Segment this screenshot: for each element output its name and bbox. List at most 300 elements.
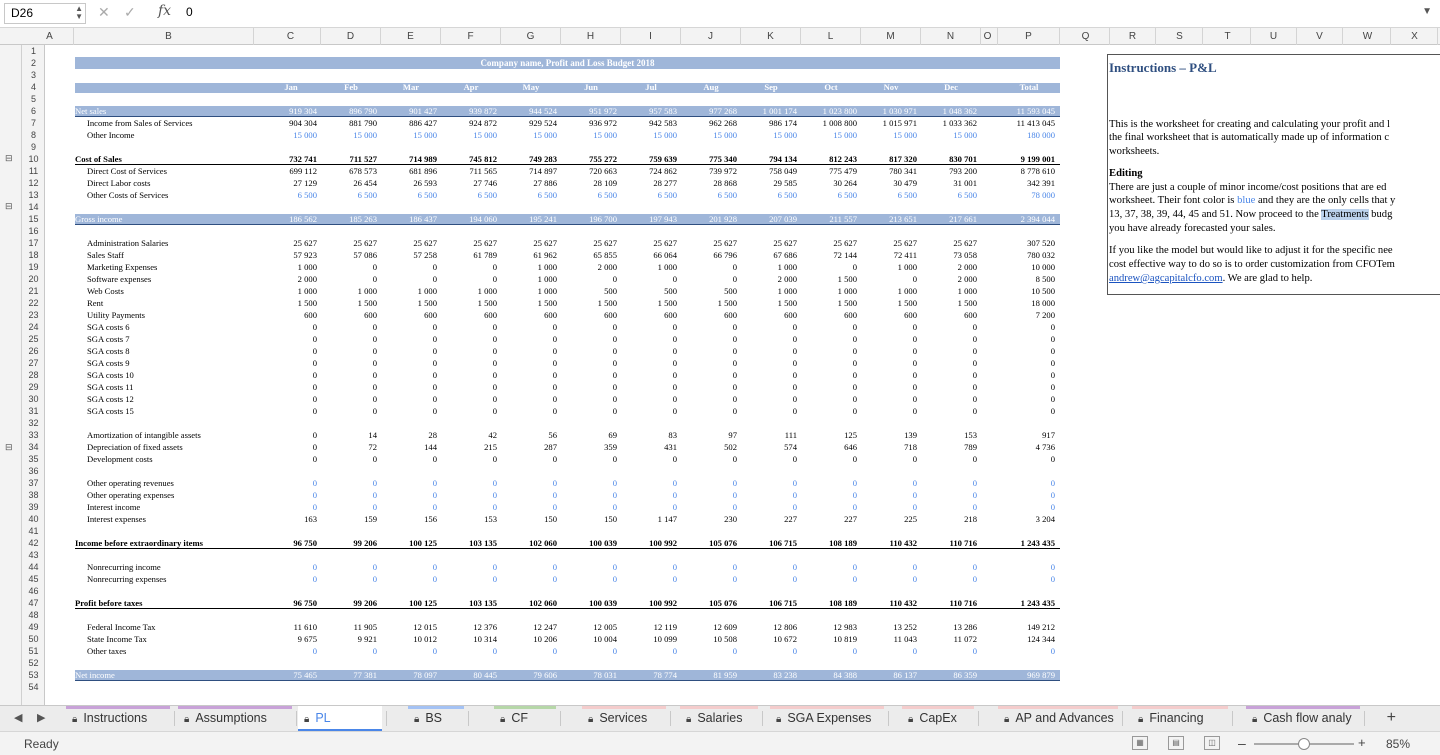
formula-input[interactable]: 0 <box>186 5 193 19</box>
cell-value[interactable]: 0 <box>912 406 917 416</box>
row-header[interactable]: 21 <box>28 286 39 296</box>
cell-value[interactable]: 108 189 <box>829 598 857 608</box>
row-header[interactable]: 24 <box>28 322 39 332</box>
row-header[interactable]: 33 <box>28 430 39 440</box>
cell-value[interactable]: 12 983 <box>833 622 857 632</box>
tab-services[interactable] <box>582 706 666 731</box>
row-label[interactable]: Interest income <box>87 502 141 512</box>
cell-value[interactable]: 186 562 <box>289 214 317 224</box>
outline-toggle-icon[interactable]: ⊟ <box>5 442 13 452</box>
cell-value[interactable]: 124 344 <box>1027 634 1055 644</box>
cell-value[interactable]: 962 268 <box>709 118 737 128</box>
cell-value[interactable]: 31 001 <box>953 178 977 188</box>
row-label[interactable]: Net sales <box>75 106 107 116</box>
cell-value[interactable]: 100 992 <box>649 598 677 608</box>
cell-value[interactable]: 15 000 <box>413 130 437 140</box>
cell-value[interactable]: 102 060 <box>529 598 557 608</box>
tab-assumptions[interactable] <box>178 706 292 731</box>
cell-value[interactable]: 711 527 <box>349 154 377 164</box>
cell-value[interactable]: 0 <box>672 394 677 404</box>
cell-value[interactable]: 2 000 <box>777 274 797 284</box>
cell-value[interactable]: 26 454 <box>353 178 377 188</box>
cell-value[interactable]: 0 <box>732 322 737 332</box>
cell-value[interactable]: 0 <box>912 646 917 656</box>
cell-value[interactable]: 10 314 <box>473 634 497 644</box>
cell-value[interactable]: 0 <box>672 358 677 368</box>
cell-value[interactable]: 739 972 <box>709 166 737 176</box>
row-label[interactable]: SGA costs 9 <box>87 358 130 368</box>
cell-value[interactable]: 0 <box>1050 358 1055 368</box>
cell-value[interactable]: 830 701 <box>949 154 977 164</box>
cell-value[interactable]: 0 <box>792 370 797 380</box>
cell-value[interactable]: 102 060 <box>529 538 557 548</box>
cell-value[interactable]: 227 <box>784 514 797 524</box>
cell-value[interactable]: 10 000 <box>1031 262 1055 272</box>
cell-value[interactable]: 794 134 <box>769 154 797 164</box>
row-header[interactable]: 6 <box>30 106 36 116</box>
cell-value[interactable]: 86 137 <box>893 670 917 680</box>
cell-value[interactable]: 2 000 <box>957 274 977 284</box>
cell-value[interactable]: 0 <box>612 478 617 488</box>
cell-value[interactable]: 718 <box>904 442 917 452</box>
tab-cash-flow-analy[interactable] <box>1246 706 1360 731</box>
cell-value[interactable]: 0 <box>492 490 497 500</box>
tab-capex[interactable] <box>902 706 974 731</box>
chevron-down-icon[interactable]: ▼ <box>1422 6 1432 17</box>
cell-value[interactable]: 15 000 <box>713 130 737 140</box>
cell-value[interactable]: 0 <box>552 478 557 488</box>
row-header[interactable]: 37 <box>28 478 39 488</box>
cell-value[interactable]: 500 <box>724 286 737 296</box>
row-header[interactable]: 18 <box>28 250 39 260</box>
cell-value[interactable]: 812 243 <box>829 154 857 164</box>
row-header[interactable]: 23 <box>28 310 39 320</box>
cell-value[interactable]: 0 <box>372 394 377 404</box>
cell-value[interactable]: 0 <box>312 406 317 416</box>
cell-value[interactable]: 0 <box>312 394 317 404</box>
row-label[interactable]: Other Costs of Services <box>87 190 169 200</box>
row-header[interactable]: 50 <box>28 634 39 644</box>
cell-value[interactable]: 9 921 <box>357 634 377 644</box>
cell-value[interactable]: 0 <box>912 322 917 332</box>
cell-value[interactable]: 0 <box>852 406 857 416</box>
row-header[interactable]: 26 <box>28 346 39 356</box>
cell-value[interactable]: 0 <box>372 406 377 416</box>
tab-sga-expenses[interactable] <box>770 706 884 731</box>
cell-value[interactable]: 0 <box>972 502 977 512</box>
cell-value[interactable]: 0 <box>1050 646 1055 656</box>
row-label[interactable]: Direct Cost of Services <box>87 166 167 176</box>
cell-value[interactable]: 0 <box>612 454 617 464</box>
cell-value[interactable]: 0 <box>732 478 737 488</box>
cell-value[interactable]: 287 <box>544 442 557 452</box>
row-header[interactable]: 31 <box>28 406 39 416</box>
cell-value[interactable]: 197 943 <box>649 214 677 224</box>
cell-value[interactable]: 0 <box>1050 454 1055 464</box>
cell-value[interactable]: 0 <box>1050 394 1055 404</box>
outline-toggle-icon[interactable]: ⊟ <box>5 201 13 211</box>
cell-value[interactable]: 0 <box>552 454 557 464</box>
cell-value[interactable]: 180 000 <box>1027 130 1055 140</box>
cell-value[interactable]: 0 <box>612 562 617 572</box>
cell-value[interactable]: 944 524 <box>529 106 557 116</box>
cell-value[interactable]: 78 031 <box>593 670 617 680</box>
cell-value[interactable]: 0 <box>1050 334 1055 344</box>
tab-cf[interactable] <box>494 706 556 731</box>
cell-value[interactable]: 11 072 <box>953 634 977 644</box>
cell-value[interactable]: 25 627 <box>773 238 797 248</box>
tab-ap-and-advances[interactable] <box>998 706 1118 731</box>
cell-value[interactable]: 969 879 <box>1027 670 1055 680</box>
row-label[interactable]: Web Costs <box>87 286 124 296</box>
cell-value[interactable]: 11 593 045 <box>1016 106 1055 116</box>
cell-value[interactable]: 0 <box>312 574 317 584</box>
row-label[interactable]: Cost of Sales <box>75 154 122 164</box>
row-label[interactable]: SGA costs 10 <box>87 370 134 380</box>
cell-value[interactable]: 681 896 <box>409 166 437 176</box>
cell-value[interactable]: 25 627 <box>353 238 377 248</box>
cell-value[interactable]: 0 <box>492 478 497 488</box>
cell-value[interactable]: 73 058 <box>953 250 977 260</box>
cell-value[interactable]: 9 675 <box>297 634 317 644</box>
cell-value[interactable]: 0 <box>732 262 737 272</box>
cell-value[interactable]: 775 340 <box>709 154 737 164</box>
cell-value[interactable]: 745 812 <box>469 154 497 164</box>
cell-value[interactable]: 25 627 <box>893 238 917 248</box>
cell-value[interactable]: 0 <box>732 502 737 512</box>
row-label[interactable]: SGA costs 8 <box>87 346 130 356</box>
cell-value[interactable]: 896 790 <box>349 106 377 116</box>
cell-value[interactable]: 775 479 <box>829 166 857 176</box>
cell-value[interactable]: 0 <box>972 394 977 404</box>
cell-value[interactable]: 144 <box>424 442 437 452</box>
row-header[interactable]: 22 <box>28 298 39 308</box>
row-header[interactable]: 28 <box>28 370 39 380</box>
cell-value[interactable]: 0 <box>972 574 977 584</box>
row-header[interactable]: 44 <box>28 562 39 572</box>
cell-value[interactable]: 15 000 <box>473 130 497 140</box>
cell-value[interactable]: 29 585 <box>773 178 797 188</box>
cell-value[interactable]: 81 959 <box>713 670 737 680</box>
cell-value[interactable]: 678 573 <box>349 166 377 176</box>
cell-value[interactable]: 0 <box>1050 322 1055 332</box>
cell-value[interactable]: 10 819 <box>833 634 857 644</box>
cell-value[interactable]: 153 <box>484 514 497 524</box>
cell-value[interactable]: 0 <box>792 562 797 572</box>
row-header[interactable]: 12 <box>28 178 39 188</box>
cell-value[interactable]: 105 076 <box>709 538 737 548</box>
prev-sheet-icon[interactable]: ◀ <box>14 712 23 724</box>
column-header-j[interactable]: J <box>681 28 741 45</box>
cell-value[interactable]: 25 627 <box>653 238 677 248</box>
row-label[interactable]: Amortization of intangible assets <box>87 430 201 440</box>
cell-value[interactable]: 110 432 <box>889 598 917 608</box>
cell-value[interactable]: 26 593 <box>413 178 437 188</box>
cell-value[interactable]: 0 <box>492 370 497 380</box>
cell-value[interactable]: 986 174 <box>769 118 797 128</box>
row-label[interactable]: Nonrecurring expenses <box>87 574 167 584</box>
tab-financing[interactable] <box>1132 706 1228 731</box>
cell-value[interactable]: 600 <box>724 310 737 320</box>
cell-value[interactable]: 230 <box>724 514 737 524</box>
row-header[interactable]: 45 <box>28 574 39 584</box>
cell-value[interactable]: 0 <box>972 562 977 572</box>
cell-value[interactable]: 0 <box>312 646 317 656</box>
column-header-g[interactable]: G <box>501 28 561 45</box>
tab-salaries[interactable] <box>680 706 758 731</box>
cell-value[interactable]: 1 000 <box>897 286 917 296</box>
row-label[interactable]: Gross income <box>75 214 123 224</box>
cell-value[interactable]: 0 <box>552 562 557 572</box>
cell-value[interactable]: 0 <box>672 502 677 512</box>
cell-value[interactable]: 919 304 <box>289 106 317 116</box>
cell-value[interactable]: 936 972 <box>589 118 617 128</box>
column-header-t[interactable]: T <box>1205 28 1251 45</box>
cell-value[interactable]: 929 524 <box>529 118 557 128</box>
cell-value[interactable]: 1 000 <box>777 286 797 296</box>
cell-value[interactable]: 83 <box>668 430 677 440</box>
cell-value[interactable]: 0 <box>912 346 917 356</box>
cell-value[interactable]: 196 700 <box>589 214 617 224</box>
cell-value[interactable]: 78 774 <box>653 670 677 680</box>
cell-value[interactable]: 10 099 <box>653 634 677 644</box>
row-label[interactable]: Federal Income Tax <box>87 622 156 632</box>
cell-value[interactable]: 0 <box>852 502 857 512</box>
cell-value[interactable]: 11 043 <box>893 634 917 644</box>
cell-value[interactable]: 1 000 <box>957 286 977 296</box>
cell-value[interactable]: 30 479 <box>893 178 917 188</box>
row-header[interactable]: 29 <box>28 382 39 392</box>
cell-value[interactable]: 0 <box>852 262 857 272</box>
cell-value[interactable]: 0 <box>372 370 377 380</box>
cell-value[interactable]: 600 <box>304 310 317 320</box>
column-header-o[interactable]: O <box>978 28 998 45</box>
row-header[interactable]: 46 <box>28 586 39 596</box>
cell-value[interactable]: 0 <box>552 346 557 356</box>
cell-value[interactable]: 28 277 <box>653 178 677 188</box>
cell-value[interactable]: 758 049 <box>769 166 797 176</box>
row-header[interactable]: 52 <box>28 658 39 668</box>
column-header-b[interactable]: B <box>84 28 254 45</box>
cell-value[interactable]: 502 <box>724 442 737 452</box>
row-label[interactable]: Development costs <box>87 454 153 464</box>
cell-value[interactable]: 11 905 <box>353 622 377 632</box>
cell-value[interactable]: 28 <box>428 430 437 440</box>
column-header-w[interactable]: W <box>1345 28 1391 45</box>
row-label[interactable]: Profit before taxes <box>75 598 143 608</box>
cell-value[interactable]: 0 <box>792 478 797 488</box>
cell-value[interactable]: 977 268 <box>709 106 737 116</box>
cell-value[interactable]: 6 500 <box>357 190 377 200</box>
cell-value[interactable]: 0 <box>612 502 617 512</box>
cell-value[interactable]: 103 135 <box>469 598 497 608</box>
cell-value[interactable]: 0 <box>312 478 317 488</box>
normal-view-icon[interactable]: ▦ <box>1132 736 1148 750</box>
cell-value[interactable]: 0 <box>792 322 797 332</box>
cell-value[interactable]: 57 258 <box>413 250 437 260</box>
cell-value[interactable]: 0 <box>612 334 617 344</box>
cell-value[interactable]: 1 000 <box>897 262 917 272</box>
cell-value[interactable]: 0 <box>732 274 737 284</box>
cell-value[interactable]: 0 <box>672 646 677 656</box>
cell-value[interactable]: 714 897 <box>529 166 557 176</box>
cell-value[interactable]: 720 663 <box>589 166 617 176</box>
cell-value[interactable]: 0 <box>432 646 437 656</box>
cell-value[interactable]: 110 716 <box>949 598 977 608</box>
cell-value[interactable]: 1 033 362 <box>942 118 977 128</box>
column-header-n[interactable]: N <box>921 28 981 45</box>
cell-value[interactable]: 11 413 045 <box>1016 118 1055 128</box>
cell-value[interactable]: 0 <box>552 370 557 380</box>
row-header[interactable]: 54 <box>28 682 39 692</box>
cell-value[interactable]: 149 212 <box>1027 622 1055 632</box>
cell-value[interactable]: 0 <box>672 274 677 284</box>
cell-value[interactable]: 2 000 <box>597 262 617 272</box>
cell-value[interactable]: 600 <box>424 310 437 320</box>
cell-value[interactable]: 0 <box>312 562 317 572</box>
cell-value[interactable]: 25 627 <box>833 238 857 248</box>
row-header[interactable]: 47 <box>28 598 39 608</box>
cell-value[interactable]: 0 <box>612 394 617 404</box>
cell-value[interactable]: 213 651 <box>889 214 917 224</box>
cell-value[interactable]: 1 500 <box>717 298 737 308</box>
cell-value[interactable]: 1 000 <box>837 286 857 296</box>
cell-value[interactable]: 0 <box>672 370 677 380</box>
cell-value[interactable]: 1 000 <box>357 286 377 296</box>
cell-value[interactable]: 25 627 <box>593 238 617 248</box>
row-header[interactable]: 32 <box>28 418 39 428</box>
cell-value[interactable]: 0 <box>852 562 857 572</box>
cell-value[interactable]: 211 557 <box>829 214 857 224</box>
cell-value[interactable]: 0 <box>912 358 917 368</box>
cell-value[interactable]: 1 500 <box>837 298 857 308</box>
cell-value[interactable]: 0 <box>432 406 437 416</box>
row-header[interactable]: 5 <box>30 94 36 104</box>
cell-value[interactable]: 57 923 <box>293 250 317 260</box>
cell-value[interactable]: 957 583 <box>649 106 677 116</box>
row-label[interactable]: Other Income <box>87 130 135 140</box>
cell-value[interactable]: 201 928 <box>709 214 737 224</box>
row-header[interactable]: 7 <box>30 118 36 128</box>
cell-value[interactable]: 1 500 <box>537 298 557 308</box>
row-header[interactable]: 2 <box>30 58 36 68</box>
cell-value[interactable]: 0 <box>552 358 557 368</box>
cell-value[interactable]: 0 <box>672 334 677 344</box>
column-header-v[interactable]: V <box>1297 28 1343 45</box>
cell-value[interactable]: 217 661 <box>949 214 977 224</box>
cell-value[interactable]: 0 <box>492 646 497 656</box>
cell-value[interactable]: 79 606 <box>533 670 557 680</box>
cell-value[interactable]: 10 672 <box>773 634 797 644</box>
cell-value[interactable]: 924 872 <box>469 118 497 128</box>
cell-value[interactable]: 83 238 <box>773 670 797 680</box>
column-header-p[interactable]: P <box>998 28 1060 45</box>
cell-value[interactable]: 100 125 <box>409 538 437 548</box>
cell-value[interactable]: 110 432 <box>889 538 917 548</box>
cell-value[interactable]: 1 000 <box>297 262 317 272</box>
cell-value[interactable]: 0 <box>612 382 617 392</box>
cell-value[interactable]: 8 778 610 <box>1020 166 1055 176</box>
cell-value[interactable]: 84 388 <box>833 670 857 680</box>
cell-value[interactable]: 4 736 <box>1035 442 1055 452</box>
cell-value[interactable]: 600 <box>904 310 917 320</box>
cell-value[interactable]: 600 <box>784 310 797 320</box>
cell-value[interactable]: 72 411 <box>893 250 917 260</box>
cell-value[interactable]: 0 <box>312 382 317 392</box>
cell-value[interactable]: 12 609 <box>713 622 737 632</box>
cell-value[interactable]: 0 <box>912 502 917 512</box>
cell-value[interactable]: 25 627 <box>293 238 317 248</box>
zoom-slider-thumb[interactable] <box>1298 738 1310 750</box>
cell-value[interactable]: 159 <box>364 514 377 524</box>
cell-value[interactable]: 27 129 <box>293 178 317 188</box>
cell-value[interactable]: 0 <box>792 382 797 392</box>
column-header-c[interactable]: C <box>261 28 321 45</box>
cell-value[interactable]: 2 394 044 <box>1020 214 1055 224</box>
cell-value[interactable]: 6 500 <box>657 190 677 200</box>
cell-value[interactable]: 207 039 <box>769 214 797 224</box>
cell-value[interactable]: 881 790 <box>349 118 377 128</box>
cell-value[interactable]: 0 <box>552 502 557 512</box>
cell-value[interactable]: 0 <box>912 394 917 404</box>
cell-value[interactable]: 0 <box>1050 406 1055 416</box>
cell-value[interactable]: 0 <box>792 490 797 500</box>
cell-value[interactable]: 15 000 <box>653 130 677 140</box>
row-header[interactable]: 27 <box>28 358 39 368</box>
row-label[interactable]: SGA costs 6 <box>87 322 130 332</box>
row-header[interactable]: 51 <box>28 646 39 656</box>
cell-value[interactable]: 0 <box>432 382 437 392</box>
row-label[interactable]: Other operating revenues <box>87 478 174 488</box>
row-header[interactable]: 20 <box>28 274 39 284</box>
tab-bs[interactable] <box>408 706 464 731</box>
cell-value[interactable]: 732 741 <box>289 154 317 164</box>
cell-value[interactable]: 0 <box>612 274 617 284</box>
cell-value[interactable]: 10 004 <box>593 634 617 644</box>
cell-value[interactable]: 0 <box>492 382 497 392</box>
row-label[interactable]: Other operating expenses <box>87 490 175 500</box>
row-label[interactable]: Interest expenses <box>87 514 146 524</box>
cell-value[interactable]: 6 500 <box>597 190 617 200</box>
cell-value[interactable]: 0 <box>432 454 437 464</box>
cell-value[interactable]: 1 000 <box>657 262 677 272</box>
cell-value[interactable]: 0 <box>552 394 557 404</box>
row-label[interactable]: Net income <box>75 670 115 680</box>
cell-value[interactable]: 99 206 <box>353 538 377 548</box>
cell-value[interactable]: 1 243 435 <box>1020 538 1055 548</box>
cell-value[interactable]: 1 500 <box>417 298 437 308</box>
cell-value[interactable]: 153 <box>964 430 977 440</box>
row-label[interactable]: SGA costs 11 <box>87 382 134 392</box>
cell-value[interactable]: 0 <box>732 562 737 572</box>
cell-value[interactable]: 793 200 <box>949 166 977 176</box>
cell-value[interactable]: 0 <box>792 346 797 356</box>
cell-value[interactable]: 0 <box>792 454 797 464</box>
cell-value[interactable]: 150 <box>604 514 617 524</box>
cell-value[interactable]: 0 <box>312 370 317 380</box>
cell-value[interactable]: 6 500 <box>417 190 437 200</box>
fx-icon[interactable]: fx <box>158 3 172 19</box>
cell-value[interactable]: 15 000 <box>593 130 617 140</box>
cell-value[interactable]: 28 109 <box>593 178 617 188</box>
cell-value[interactable]: 886 427 <box>409 118 437 128</box>
cell-value[interactable]: 227 <box>844 514 857 524</box>
cell-value[interactable]: 0 <box>672 322 677 332</box>
column-header-a[interactable]: A <box>26 28 74 45</box>
cell-value[interactable]: 342 391 <box>1027 178 1055 188</box>
column-header-u[interactable]: U <box>1251 28 1297 45</box>
cell-value[interactable]: 15 000 <box>893 130 917 140</box>
